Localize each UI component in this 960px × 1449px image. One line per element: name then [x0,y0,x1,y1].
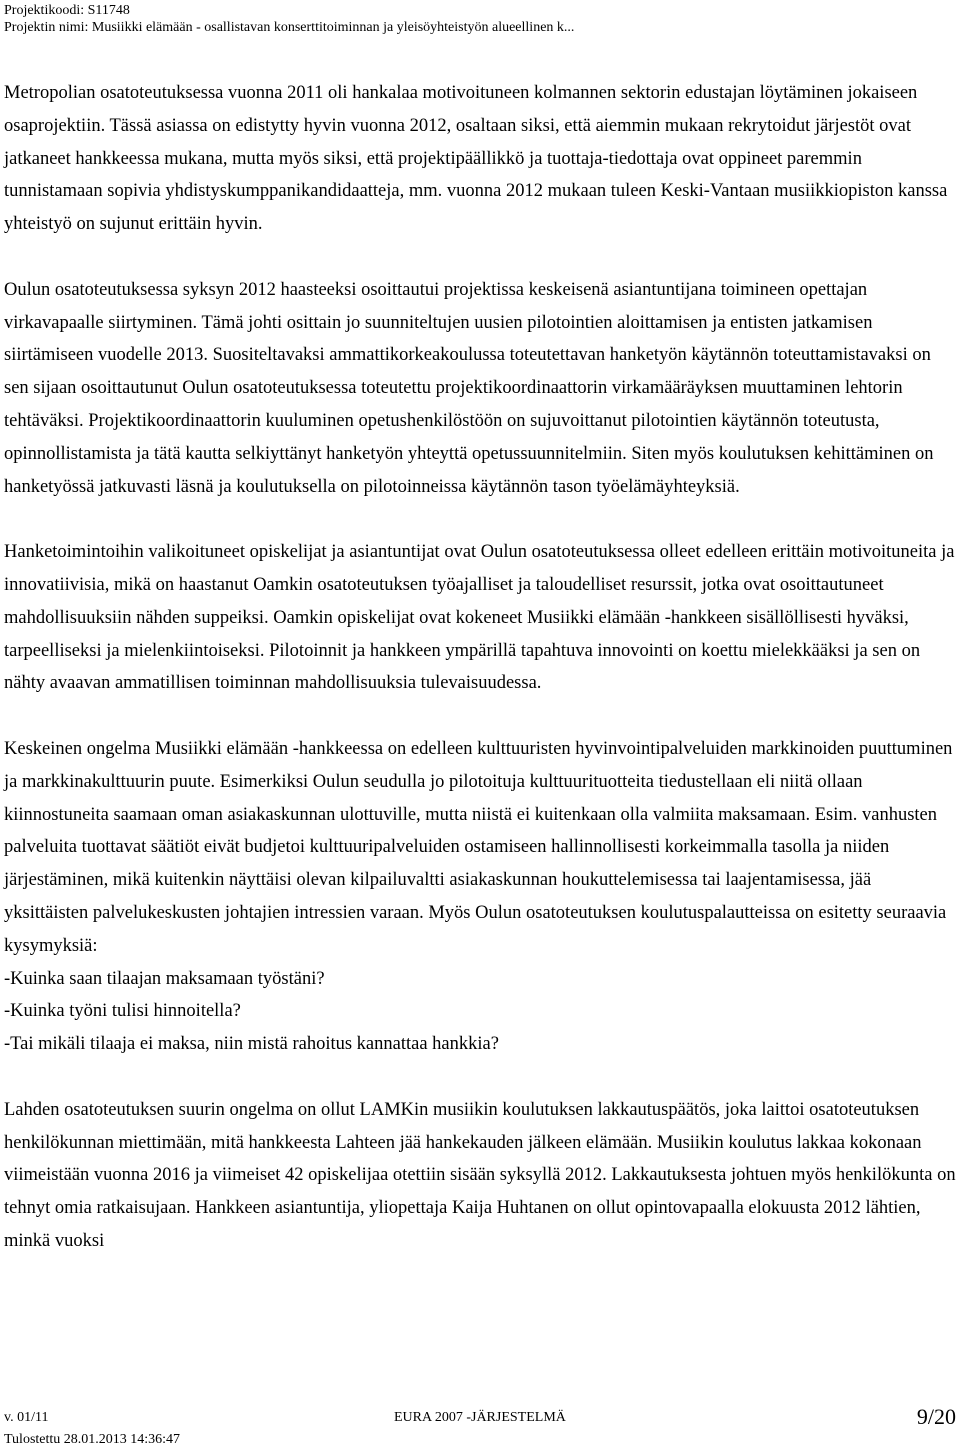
document-body [4,77,956,1258]
question-item: -Kuinka työni tulisi hinnoitella? [4,1001,241,1022]
paragraph-market-problem: Keskeinen ongelma Musiikki elämään -hankkeessa on edelleen kulttuuristen hyvinvointipalveluiden markkinoiden puuttuminen ja markkinakulttuurin puute. Esimerkiksi Oulun seudulla jo pilotoituja kulttuurituotteita tiedustellaan eli niitä ollaan kiinnostuneita saamaan oman asiakaskunnan ulottuville, mutta niistä ei kuitenkaan olla valmiita maksamaan. Esim. vanhusten palveluita tuottavat säätiöt eivät budjetoi kulttuuripalveluiden ostamiseen hallinnollisesti korkeimmalla tasolla ja niiden järjestäminen, mikä kuitenkin näyttäisi olevan kilpailuvaltti asiakaskunnan houkuttelemisessa tai laajentamisessa, jää yksittäisten palvelukeskusten johtajien intressien varaan. Myös Oulun osatoteutuksen koulutuspalautteissa on esitetty seuraavia kysymyksiä: [4,738,953,956]
question-list [4,963,956,1061]
version-label: v. 01/11 [4,1410,49,1425]
page-number: 9/20 [916,1404,956,1429]
project-name: Projektin nimi: Musiikki elämään - osallistavan konserttitoiminnan ja yleisöyhteistyön alueellinen k... [4,20,575,35]
paragraph-oulu-students: Hanketoimintoihin valikoituneet opiskelijat ja asiantuntijat ovat Oulun osatoteutuksessa olleet edelleen erittäin motivoituneita ja innovatiivisia, mikä on haastanut Oamkin osatoteutuksen työajalliset ja taloudelliset resurssit, jotka ovat osoittautuneet mahdollisuuksiin nähden suppeiksi. Oamkin opiskelijat ovat kokeneet Musiikki elämään -hankkeen sisällöllisesti hyväksi, tarpeelliseksi ja mielenkiintoiseksi. Pilotoinnit ja hankkeen ympärillä tapahtuva innovointi on koettu mielekkääksi ja sen on nähty avaavan ammatillisen toiminnan mahdollisuuksia tulevaisuudessa. [4,542,955,694]
paragraph-lahti: Lahden osatoteutuksen suurin ongelma on ollut LAMKin musiikin koulutuksen lakkautuspäätös, joka laittoi osatoteutuksen henkilökunnan miettimään, mitä hankkeesta Lahteen jää hankekauden jälkeen elämään. Musiikin koulutus lakkaa kokonaan viimeistään vuonna 2016 ja viimeiset 42 opiskelijaa otettiin sisään syksyllä 2012. Lakkautuksesta johtuen myös henkilökunta on tehnyt omia ratkaisujaan. Hankkeen asiantuntija, yliopettaja Kaija Huhtanen on ollut opintovapaalla elokuusta 2012 lähtien, minkä vuoksi [4,1099,956,1251]
paragraph-metropolia: Metropolian osatoteutuksessa vuonna 2011 oli hankalaa motivoituneen kolmannen sektorin edustajan löytäminen jokaiseen osaprojektiin. Tässä asiassa on edistytty hyvin vuonna 2012, osaltaan siksi, että aiemmin mukaan rekrytoidut järjestöt ovat jatkaneet hankkeessa mukana, mutta myös siksi, että projektipäällikkö ja tuottaja-tiedottaja ovat oppineet paremmin tunnistamaan sopivia yhdistyskumppanikandidaatteja, mm. vuonna 2012 mukaan tuleen Keski-Vantaan musiikkiopiston kanssa yhteistyö on sujunut erittäin hyvin. [4,83,948,235]
question-item: -Tai mikäli tilaaja ei maksa, niin mistä rahoitus kannattaa hankkia? [4,1034,499,1055]
paragraph-oulu-challenge: Oulun osatoteutuksessa syksyn 2012 haasteeksi osoittautui projektissa keskeisenä asiantuntijana toimineen opettajan virkavapaalle siirtyminen. Tämä johti osittain jo suunniteltujen uusien pilotointien aloittamisen ja entisten jatkamisen siirtämiseen vuodelle 2013. Suositeltavaksi ammattikorkeakoulussa toteutettavan hanketyön käytännön toteuttamistavaksi on sen sijaan osoittautunut Oulun osatoteutuksessa toteutettu projektikoordinaattorin virkamääräyksen muuttaminen lehtorin tehtäväksi. Projektikoordinaattorin kuuluminen opetushenkilöstöön on sujuvoittanut pilotointien käytännön toteutusta, opinnollistamista ja tätä kautta selkiyttänyt hanketyön yhteyttä opetussuunnitelmiin. Siten myös koulutuksen kehittäminen on hanketyössä jatkuvasti läsnä ja koulutuksella on pilotoinneissa käytännön tason työelämäyhteyksiä. [4,279,934,497]
printed-timestamp: Tulostettu 28.01.2013 14:36:47 [4,1432,181,1447]
page-footer [4,1406,956,1449]
project-code: Projektikoodi: S11748 [4,3,130,18]
system-name: EURA 2007 -JÄRJESTELMÄ [394,1410,566,1425]
question-item: -Kuinka saan tilaajan maksamaan työstäni? [4,968,325,989]
page-header [4,2,954,36]
